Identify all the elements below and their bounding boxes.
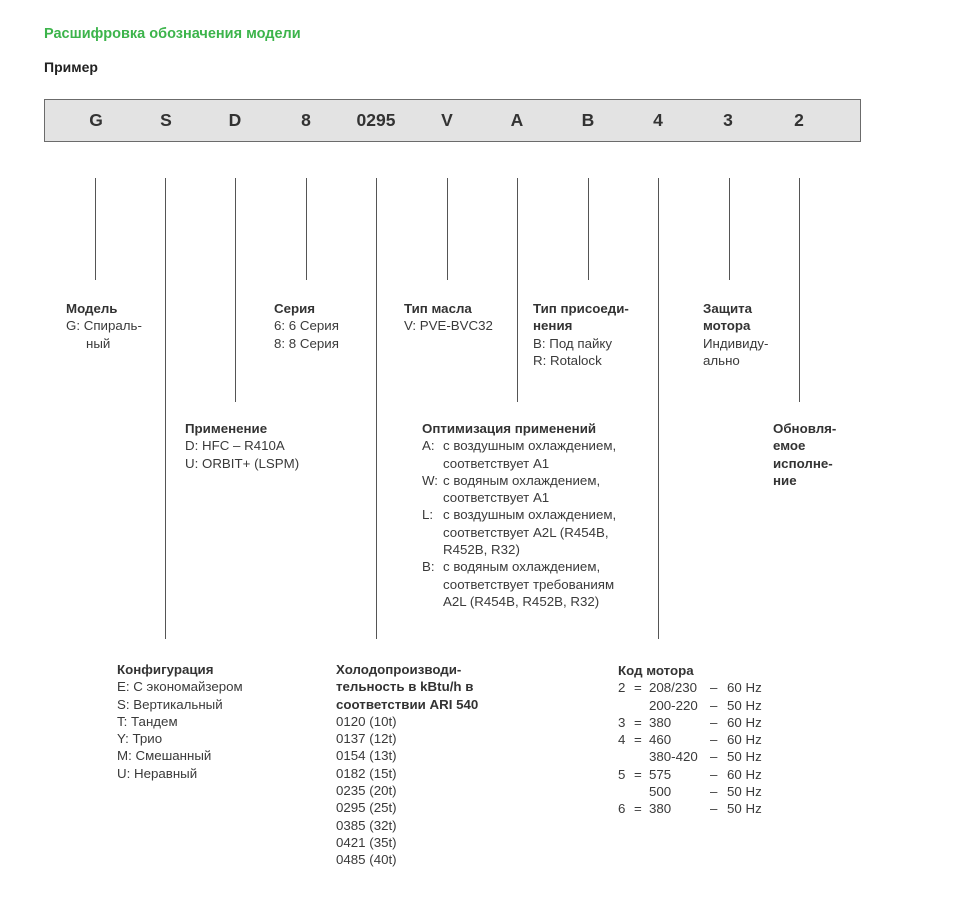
capacity-item: 0182 (15t) — [336, 765, 397, 781]
connector-line-configuration — [165, 178, 166, 639]
motor-code-dash: – — [710, 766, 718, 782]
motor-code-freq: 60 Hz — [727, 732, 762, 748]
capacity-item: 0120 (10t) — [336, 713, 397, 729]
oil-heading: Тип масла — [404, 301, 472, 316]
motor-code-freq: 60 Hz — [727, 714, 762, 730]
code-segment-updated: 2 — [794, 110, 804, 130]
connector-line-connection — [588, 178, 589, 280]
optimization-text: R452B, R32) — [443, 542, 520, 558]
connection-item: B: Под пайку — [533, 335, 613, 351]
configuration-item: T: Тандем — [117, 713, 178, 729]
motor-code-dash: – — [710, 784, 718, 800]
optimization-text: с воздушным охлаждением, — [443, 438, 617, 454]
motor-protection-value: Индивиду- — [703, 335, 769, 351]
motor-code-voltage: 500 — [649, 784, 672, 800]
motor-code-freq: 60 Hz — [727, 766, 762, 782]
optimization-item — [422, 437, 662, 472]
motor-code-number: 2 — [618, 680, 626, 696]
motor-code-number: 3 — [618, 714, 626, 730]
configuration-item: M: Смешанный — [117, 748, 212, 764]
optimization-text: соответствует A1 — [443, 455, 550, 471]
motor-code-row — [618, 783, 778, 800]
motor-code-voltage: 380 — [649, 714, 672, 730]
motor-code-row — [618, 697, 778, 714]
motor-code-dash: – — [710, 697, 718, 713]
connector-line-oil — [447, 178, 448, 280]
updated-heading: исполне- — [773, 455, 833, 471]
capacity-block — [336, 661, 478, 869]
motor-code-voltage: 208/230 — [649, 680, 698, 696]
motor-code-freq: 50 Hz — [727, 749, 762, 765]
motor-code-row — [618, 800, 778, 817]
motor-protection-value-cont: ально — [703, 352, 740, 368]
motor-code-dash: – — [710, 801, 718, 817]
motor-code-number: 4 — [618, 732, 626, 748]
code-segment-capacity: 0295 — [356, 110, 396, 130]
capacity-item: 0137 (12t) — [336, 731, 397, 747]
optimization-text: соответствует A2L (R454B, — [443, 524, 609, 540]
code-segment-motor-code: 4 — [653, 110, 663, 130]
model-block — [66, 300, 142, 352]
optimization-text: соответствует требованиям — [443, 576, 615, 592]
motor-code-freq: 50 Hz — [727, 784, 762, 800]
application-item: U: ORBIT+ (LSPM) — [185, 455, 300, 471]
motor-code-voltage: 460 — [649, 732, 672, 748]
motor-code-row — [618, 679, 778, 696]
application-block — [185, 420, 299, 472]
updated-block — [773, 420, 836, 489]
optimization-heading: Оптимизация применений — [422, 421, 597, 436]
updated-heading: ние — [773, 472, 797, 488]
optimization-block — [422, 420, 662, 610]
motor-code-number: 6 — [618, 801, 626, 817]
connection-item: R: Rotalock — [533, 352, 602, 368]
connector-line-model — [95, 178, 96, 280]
motor-code-eq: = — [634, 680, 642, 696]
motor-code-dash: – — [710, 714, 718, 730]
optimization-key: L: — [422, 507, 434, 523]
motor-code-dash: – — [710, 749, 718, 765]
capacity-item: 0235 (20t) — [336, 783, 397, 799]
motor-protection-heading: Защита — [703, 301, 753, 316]
configuration-item: Y: Трио — [117, 731, 163, 747]
motor-code-dash: – — [710, 680, 718, 696]
optimization-key: A: — [422, 438, 435, 454]
motor-code-voltage: 380 — [649, 801, 672, 817]
series-item: 6: 6 Серия — [274, 318, 339, 334]
configuration-block — [117, 661, 243, 782]
motor-protection-block — [703, 300, 768, 369]
model-code-bar — [44, 99, 861, 142]
connector-line-motor-protection — [729, 178, 730, 280]
motor-protection-heading-cont: мотора — [703, 318, 751, 334]
oil-block — [404, 300, 493, 335]
motor-code-dash: – — [710, 732, 718, 748]
oil-item: V: PVE-BVC32 — [404, 318, 493, 334]
motor-code-row — [618, 714, 778, 731]
capacity-heading: тельность в kBtu/h в — [336, 679, 474, 695]
connector-line-optimization — [517, 178, 518, 402]
capacity-heading: соответствии ARI 540 — [336, 696, 479, 712]
page-title: Расшифровка обозначения модели — [44, 26, 301, 42]
connection-heading-cont: нения — [533, 318, 573, 334]
optimization-item — [422, 506, 662, 558]
code-segment-motor-protection: 3 — [723, 110, 733, 130]
motor-code-eq: = — [634, 766, 642, 782]
connector-line-capacity — [376, 178, 377, 639]
model-heading: Модель — [66, 301, 118, 316]
motor-code-number: 5 — [618, 766, 626, 782]
motor-code-freq: 50 Hz — [727, 801, 762, 817]
series-block — [274, 300, 339, 352]
updated-heading: емое — [773, 438, 806, 454]
optimization-text: с водяным охлаждением, — [443, 472, 601, 488]
motor-code-voltage: 200-220 — [649, 697, 698, 713]
optimization-text: с водяным охлаждением, — [443, 559, 601, 575]
code-segment-model: G — [89, 110, 103, 130]
capacity-item: 0485 (40t) — [336, 852, 397, 868]
code-segment-configuration: S — [160, 110, 172, 130]
code-segment-connection: B — [581, 110, 595, 130]
code-segment-oil: V — [441, 110, 453, 130]
connection-block — [533, 300, 629, 369]
motor-code-voltage: 575 — [649, 766, 672, 782]
motor-code-freq: 50 Hz — [727, 697, 762, 713]
application-heading: Применение — [185, 421, 268, 436]
configuration-heading: Конфигурация — [117, 662, 214, 677]
motor-code-eq: = — [634, 801, 642, 817]
motor-code-row — [618, 731, 778, 748]
motor-code-eq: = — [634, 714, 642, 730]
series-item: 8: 8 Серия — [274, 335, 339, 351]
updated-heading: Обновля- — [773, 421, 837, 436]
code-segment-application: D — [228, 110, 242, 130]
capacity-heading: Холодопроизводи- — [336, 662, 462, 677]
motor-code-heading: Код мотора — [618, 663, 694, 678]
motor-code-eq: = — [634, 732, 642, 748]
optimization-text: A2L (R454B, R452B, R32) — [443, 593, 600, 609]
code-segment-optimization: A — [510, 110, 524, 130]
optimization-text: соответствует A1 — [443, 490, 550, 506]
motor-code-row — [618, 748, 778, 765]
application-item: D: HFC – R410A — [185, 438, 285, 454]
motor-code-block — [618, 662, 778, 818]
motor-code-voltage: 380-420 — [649, 749, 698, 765]
motor-code-row — [618, 766, 778, 783]
optimization-item — [422, 472, 662, 507]
capacity-item: 0421 (35t) — [336, 834, 397, 850]
configuration-item: E: С экономайзером — [117, 679, 243, 695]
connection-heading: Тип присоеди- — [533, 301, 629, 316]
optimization-text: с воздушным охлаждением, — [443, 507, 617, 523]
optimization-key: W: — [422, 472, 439, 488]
configuration-item: S: Вертикальный — [117, 696, 223, 712]
code-segment-series: 8 — [301, 110, 311, 130]
model-value: G: Спираль- — [66, 318, 142, 334]
capacity-item: 0385 (32t) — [336, 817, 397, 833]
series-heading: Серия — [274, 301, 316, 316]
capacity-item: 0154 (13t) — [336, 748, 397, 764]
connector-line-updated — [799, 178, 800, 402]
configuration-item: U: Неравный — [117, 765, 198, 781]
example-label: Пример — [44, 59, 98, 75]
motor-code-freq: 60 Hz — [727, 680, 762, 696]
optimization-item — [422, 558, 662, 610]
connector-line-application — [235, 178, 236, 402]
model-value-cont: ный — [86, 335, 111, 351]
connector-line-series — [306, 178, 307, 280]
optimization-key: B: — [422, 559, 435, 575]
capacity-item: 0295 (25t) — [336, 800, 397, 816]
